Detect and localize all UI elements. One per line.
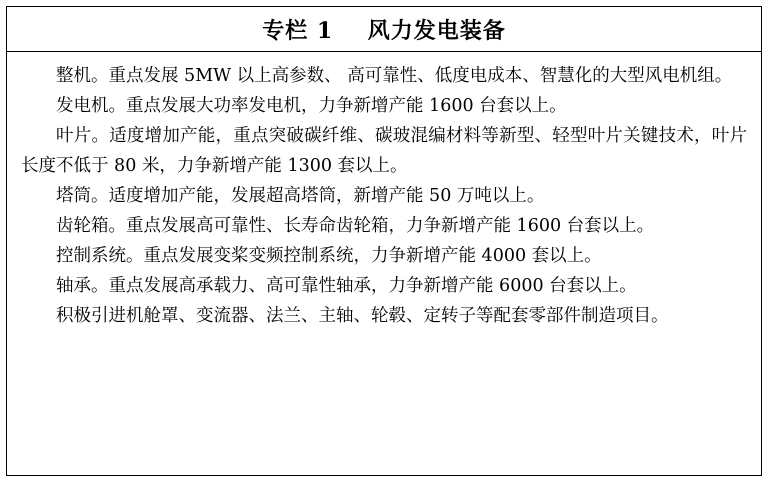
paragraph: 积极引进机舱罩、变流器、法兰、主轴、轮毂、定转子等配套零部件制造项目。 [56, 306, 669, 326]
document-panel [6, 6, 762, 476]
paragraph: 控制系统。重点发展变桨变频控制系统，力争新增产能 4000 套以上。 [56, 246, 602, 266]
paragraph: 轴承。重点发展高承载力、高可靠性轴承，力争新增产能 6000 台套以上。 [56, 276, 637, 296]
page-title: 专栏 1 风力发电装备 [262, 17, 506, 44]
paragraph: 发电机。重点发展大功率发电机，力争新增产能 1600 台套以上。 [56, 96, 567, 116]
paragraph: 整机。重点发展 5MW 以上高参数、 高可靠性、低度电成本、智慧化的大型风电机组。 [56, 66, 733, 86]
paragraph: 塔筒。适度增加产能，发展超高塔筒，新增产能 50 万吨以上。 [56, 186, 545, 206]
paragraph: 叶片。适度增加产能，重点突破碳纤维、碳玻混编材料等新型、轻型叶片关键技术，叶片长度不低于 80 米，力争新增产能 1300 套以上。 [21, 126, 747, 176]
document-body [7, 52, 761, 331]
panel-title-row [7, 7, 761, 52]
paragraph: 齿轮箱。重点发展高可靠性、长寿命齿轮箱，力争新增产能 1600 台套以上。 [56, 216, 655, 236]
